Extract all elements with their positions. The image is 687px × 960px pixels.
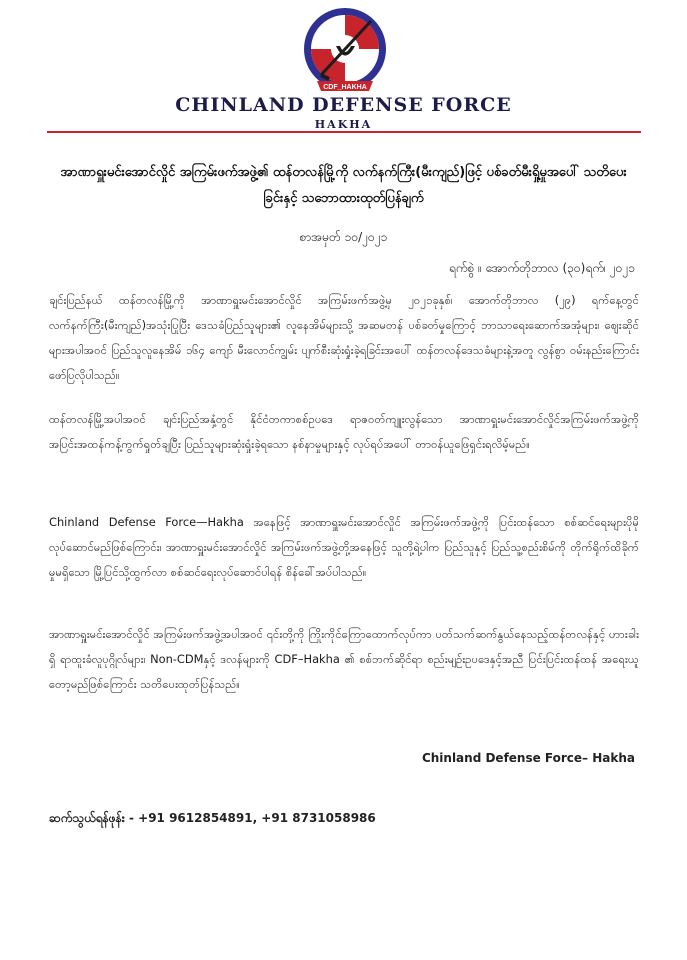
paragraph-1: ချင်းပြည်နယ် ထန်တလန်မြို့ကို အာဏာရှူးမင်းအောင်လှိုင် အကြမ်းဖက်အဖွဲ့မှ ၂၀၂၁ခုနှစ်၊ အောက်တိုဘာလ (၂၉) ရက်နေ့တွင် လက်နက်ကြီး(မီးကျည်)အသုံးပြုပြီး ဒေသခံပြည်သူများ၏ လူနေအိမ်များသို့ အဆမတန် ပစ်ခတ်မှုကြောင့် ဘာသာရေးဆောက်အအုံများ၊ ဈေးဆိုင်များအပါအဝင် ပြည်သူလူနေအိမ် ၁၆၄ ကျော် မီးလောင်ကျွမ်း ပျက်စီးဆုံးရှုံးခဲ့ရခြင်းအပေါ် ထန်တလန်ဒေသခံများနဲ့အတူ လွန်စွာ ဝမ်းနည်းကြောင်း ဖော်ပြလိုပါသည်။	[49, 293, 639, 382]
contact-phone: ဆက်သွယ်ရန်ဖုန်း - +91 9612854891, +91 8731058986	[49, 811, 376, 825]
organization-subtitle: HAKHA	[314, 118, 373, 131]
signature: Chinland Defense Force– Hakha	[421, 751, 635, 765]
paragraph-3: Chinland Defense Force—Hakha အနေဖြင့် အာဏာရှူးမင်းအောင်လှိုင် အကြမ်းဖက်အဖွဲ့ကို ပြင်းထန်သော စစ်ဆင်ရေးများပိုမို လုပ်ဆောင်မည်ဖြစ်ကြောင်း၊ အာဏာရှူးမင်းအောင်လှိုင် အကြမ်းဖက်အဖွဲ့တို့အနေဖြင့် သူတို့ရဲ့ပါက ပြည်သူနှင့် ပြည်သူ့စည်းစိမ်ကို တိုက်ရိုက်ထိခိုက်မှုမရှိသော မြို့ပြင်သို့ထွက်လာ စစ်ဆင်ရေးလုပ်ဆောင်ပါရန် စိန်ခေါ်အပ်ပါသည်။	[49, 515, 639, 579]
organization-name: CHINLAND DEFENSE FORCE	[175, 94, 512, 116]
document-number: စာအမှတ် ၁၀/၂၀၂၁	[299, 230, 388, 244]
paragraph-4: အာဏာရှူးမင်းအောင်လှိုင် အကြမ်းဖက်အဖွဲ့အပါအဝင် ၎င်းတို့ကို ကြိုးကိုင်ကြောထောက်လုပ်ကာ ပတ်သက်ဆက်နွယ်နေသည့်ထန်တလန်နှင့် ဟားခါးရှိ ရာထူးခံလူပုဂ္ဂိုလ်များ၊ Non-CDMနှင့် ဒလန်များကို CDF–Hakha ၏ စစ်ဘက်ဆိုင်ရာ စည်းမျဉ်းဥပဒေနှင့်အညီ ပြင်းပြင်းထန်ထန် အရေးယူတော့မည်ဖြစ်ကြောင်း သတိပေးထုတ်ပြန်သည်။	[49, 627, 639, 691]
cdf-logo	[299, 5, 391, 97]
logo-text: CDF_HAKHA	[323, 84, 367, 91]
statement-title: အာဏာရှူးမင်းအောင်လှိုင် အကြမ်းဖက်အဖွဲ့၏ ထန်တလန်မြို့ကို လက်နက်ကြီး(မီးကျည်)ဖြင့် ပစ်ခတ်မီးရှို့မှုအပေါ် သတိပေးခြင်းနှင့် သဘောထားထုတ်ပြန်ချက်	[60, 165, 627, 206]
header-divider	[47, 131, 641, 133]
paragraph-2: ထန်တလန်မြို့အပါအဝင် ချင်းပြည်အနှံ့တွင် နိုင်ငံတကာစစ်ဥပဒေ ရာဇဝတ်ကျူးလွန်သော အာဏာရှူးမင်းအောင်လှိုင်အကြမ်းဖက်အဖွဲ့ကို အပြင်းအထန်ကန့်ကွက်ရှုတ်ချပြီး ပြည်သူများဆုံးရှုံးခဲ့ရသော နစ်နာမှုများနှင့် လုပ်ရပ်အပေါ် တာဝန်ယူဖြေရှင်းရလိမ့်မည်။	[49, 412, 639, 451]
statement-date: ရက်စွဲ ။ အောက်တိုဘာလ (၃၀)ရက်၊ ၂၀၂၁	[448, 261, 635, 275]
